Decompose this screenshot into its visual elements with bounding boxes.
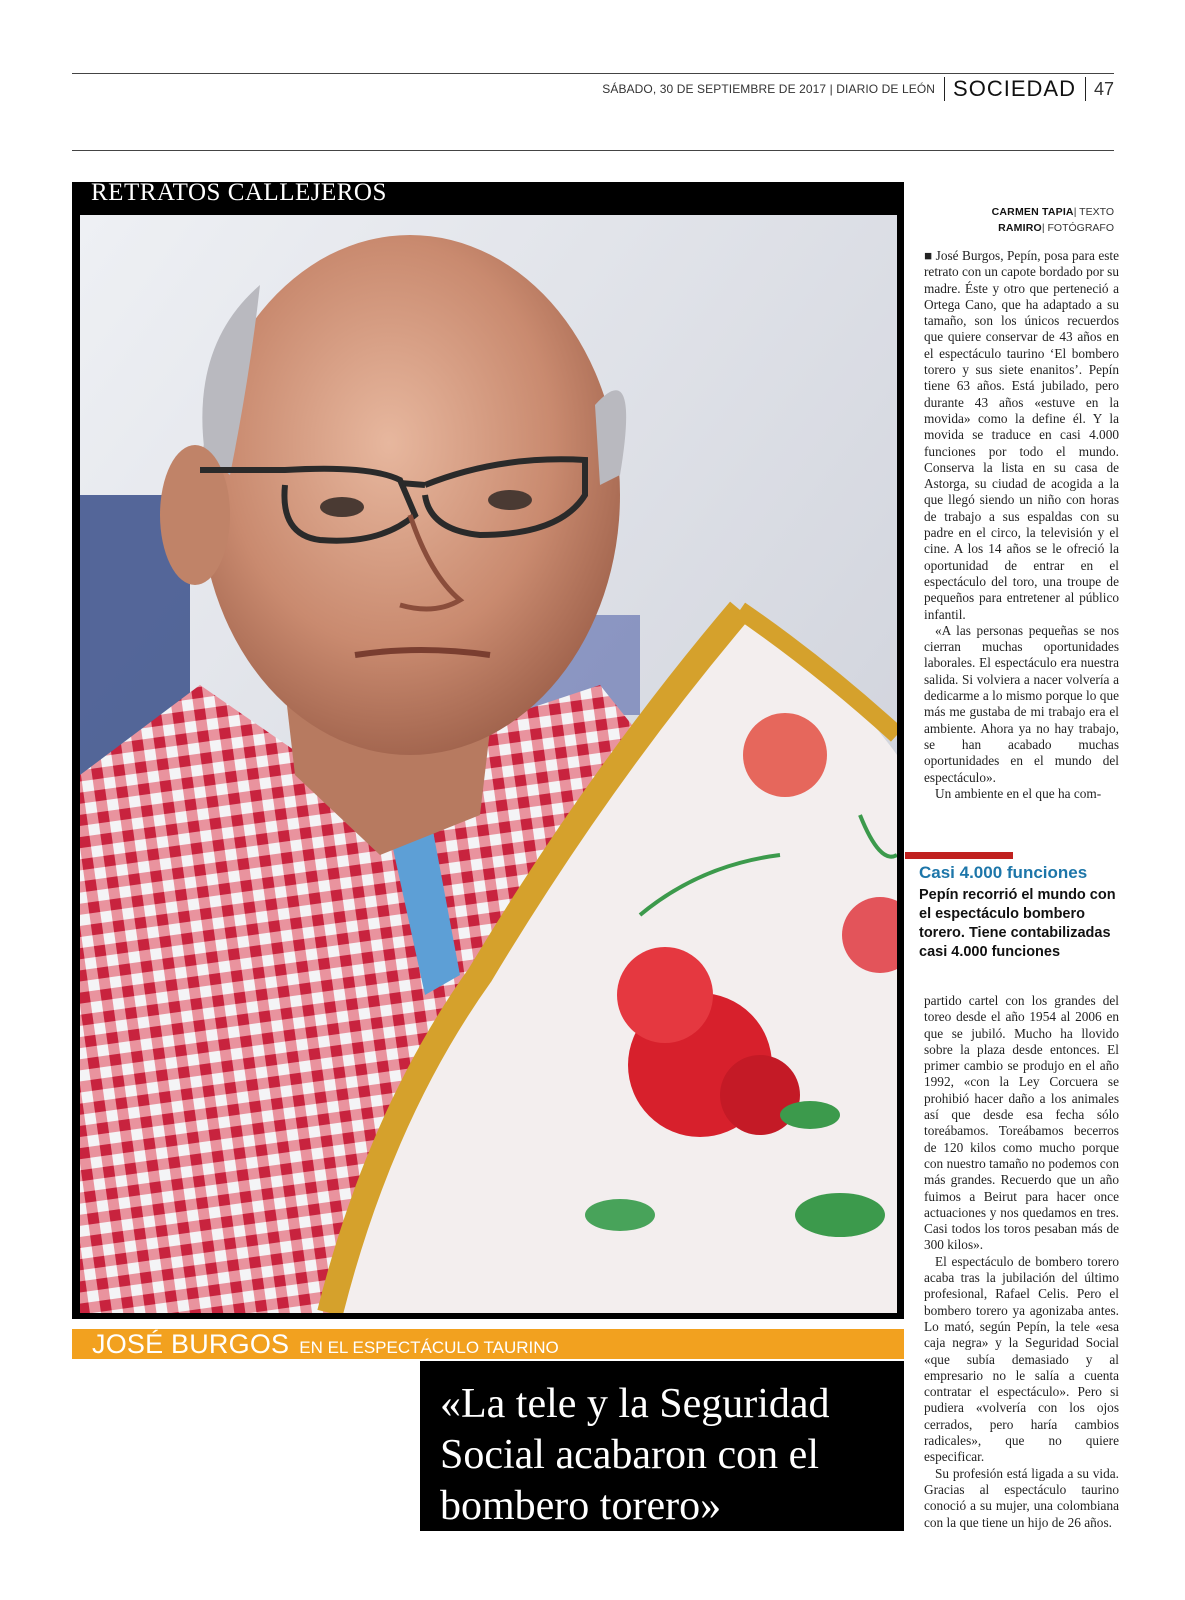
sidebar-line: el espectáculo bombero — [919, 906, 1085, 922]
headline-line: Social acabaron con el — [440, 1432, 819, 1478]
photographer-role: | FOTÓGRAFO — [1041, 222, 1114, 234]
series-label: RETRATOS CALLEJEROS — [91, 179, 387, 206]
subject-name: JOSÉ BURGOS — [92, 1329, 290, 1359]
headline-line: bombero torero» — [440, 1483, 722, 1529]
headline-line: «La tele y la Seguridad — [440, 1381, 830, 1427]
portrait-photo — [80, 215, 897, 1313]
headline — [440, 1379, 830, 1532]
sidebar-rule — [905, 852, 1013, 859]
name-bar — [72, 1329, 904, 1359]
article-paragraph: Un ambiente en el que ha com- — [935, 785, 1102, 801]
article-paragraph: El espectáculo de bombero torero acaba tras la jubilación del último profesional, Rafael Celis. Pero el bombero torero ya agonizaba antes. Lo mató, según Pepín, la tele «esa caja negra» y la Seguridad Social «que subía demasiado y al empresario no le salía a cuenta contratar el espectáculo». Pero si pudiera «volvería con los ojos cerrados, pero haría cambios radicales», que no quiere especificar. — [924, 1253, 1119, 1465]
portrait-illustration — [80, 215, 897, 1313]
article-column-2 — [924, 993, 1119, 1531]
masthead-divider — [944, 77, 945, 101]
subject-context: EN EL ESPECTÁCULO TAURINO — [299, 1338, 559, 1357]
sidebar-line: casi 4.000 funciones — [919, 944, 1061, 960]
sidebar-line: torero. Tiene contabilizadas — [919, 925, 1111, 941]
article-paragraph: ■ José Burgos, Pepín, posa para este retrato con un capote bordado por su madre. Éste y otro que perteneció a Ortega Cano, que ha adaptado a su tamaño, son los únicos recuerdos que quiere conservar de 43 años en el espectáculo taurino ‘El bombero torero y sus siete enanitos’. Pepín tiene 63 años. Está jubilado, pero durante 43 años «estuve en la movida» como la define él. Y la movida se traduce en casi 4.000 funciones por todo el mundo. Conserva la lista en su casa de Astorga, su ciudad de acogida a la que llegó siendo un niño con horas de trabajo a sus espaldas con su padre en el circo, la televisión y el cine. A los 14 años se le ofreció la oportunidad de entrar en el espectáculo del toro, una troupe de pequeños para entretener al público infantil. — [924, 248, 1119, 622]
sidebar-text — [919, 886, 1119, 962]
byline — [992, 204, 1114, 236]
section-title: SOCIEDAD — [953, 76, 1076, 101]
headline-box — [420, 1361, 904, 1531]
author-name: CARMEN TAPIA — [991, 206, 1074, 218]
article-column-1 — [924, 248, 1119, 802]
masthead-divider-2 — [1085, 77, 1086, 101]
header-rule — [72, 150, 1114, 151]
article-paragraph: Su profesión está ligada a su vida. Gracias al espectáculo taurino conoció a su mujer, una colombiana con la que tiene un hijo de 26 años. — [924, 1465, 1119, 1530]
sidebar-title: Casi 4.000 funciones — [919, 863, 1088, 882]
article-paragraph: «A las personas pequeñas se nos cierran muchas oportunidades laborales. El espectáculo era nuestra salida. Si volviera a nacer volvería a dedicarme a lo mismo porque lo que más me gustaba de mi trabajo era el ambiente. Ahora ya no hay trabajo, se han acabado muchas oportunidades en el mundo del espectáculo». — [924, 622, 1119, 785]
photographer-name: RAMIRO — [998, 222, 1042, 234]
sidebar-line: Pepín recorrió el mundo con — [919, 887, 1116, 903]
masthead — [602, 74, 1114, 104]
article-paragraph: partido cartel con los grandes del toreo desde el año 1954 al 2006 en que se jubiló. Mucho ha llovido sobre la plaza desde entonces. El primer cambio se produjo en el año 1992, «con la Ley Corcuera se prohibió hacer daño a los animales así que desde esa fecha sólo toreábamos. Toreábamos becerros de 120 kilos como mucho porque con nuestro tamaño no podemos con más grandes. Recuerdo que un año fuimos a Beirut para hacer once actuaciones y nos quedamos en tres. Casi todos los toros pesaban más de 300 kilos». — [924, 993, 1119, 1253]
author-role: | TEXTO — [1073, 206, 1114, 218]
masthead-date: SÁBADO, 30 DE SEPTIEMBRE DE 2017 | DIARIO DE LEÓN — [602, 82, 936, 96]
page-number: 47 — [1093, 78, 1114, 99]
